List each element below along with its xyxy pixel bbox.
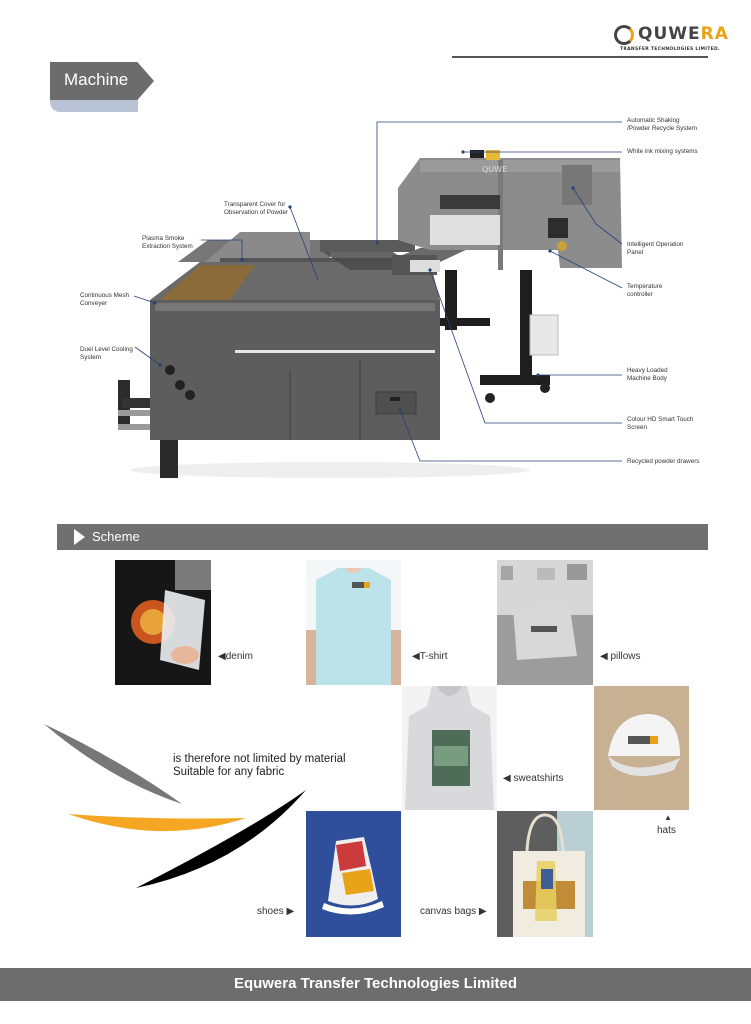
callout-automatic-shaking: Automatic Shaking /Powder Recycle System [627, 117, 697, 132]
tshirt-image [306, 560, 401, 685]
hat-image [594, 686, 689, 810]
product-label-hats: hats [657, 825, 676, 836]
product-label-tshirt: ◀T-shirt [412, 651, 448, 662]
up-arrow-icon: ▲ [664, 813, 672, 822]
product-label-shoes: shoes ▶ [257, 906, 295, 917]
callout-plasma-smoke: Plasma Smoke Extraction System [142, 235, 193, 250]
product-label-pillows: ◀ pillows [600, 651, 641, 662]
svg-text:QUWE: QUWE [482, 165, 508, 174]
tagline-text: is therefore not limited by material Suitable for any fabric [173, 753, 346, 778]
callout-transparent-cover: Transparent Cover for Observation of Powder [224, 201, 289, 216]
logo-subtitle: TRANSFER TECHNOLOGIES LIMITED. [620, 47, 721, 52]
canvas-bag-image [497, 811, 593, 937]
play-triangle-icon [74, 529, 85, 545]
callout-cooling-system: Duel Level Cooling System [80, 346, 133, 361]
callout-machine-body: Heavy Loaded Machine Body [627, 367, 668, 382]
shoe-image [306, 811, 401, 937]
callout-operation-panel: Intelligent Operation Panel [627, 241, 684, 256]
product-label-sweatshirts: ◀ sweatshirts [503, 773, 564, 784]
callout-mesh-conveyer: Continuous Mesh Conveyer [80, 292, 130, 307]
logo-wordmark: QUWERA [638, 24, 729, 44]
denim-image [115, 560, 211, 685]
callout-white-ink: White ink mixing systems [627, 148, 698, 155]
callout-touch-screen: Colour HD Smart Touch Screen [627, 416, 694, 431]
product-label-canvas-bags: canvas bags ▶ [420, 906, 487, 917]
callout-powder-drawers: Recycled powder drawers [627, 458, 700, 465]
callout-temperature-controller: Temperature controller [627, 283, 663, 298]
machine-section-title: Machine [64, 70, 129, 89]
pillow-image [497, 560, 593, 685]
sweatshirt-image [402, 686, 497, 810]
scheme-section-title: Scheme [92, 529, 140, 544]
scheme-section-bar [57, 524, 708, 550]
product-label-denim: ◀denim [218, 651, 253, 662]
decorative-swoosh-graphic [40, 720, 310, 895]
footer-company-name: Equwera Transfer Technologies Limited [233, 975, 518, 992]
